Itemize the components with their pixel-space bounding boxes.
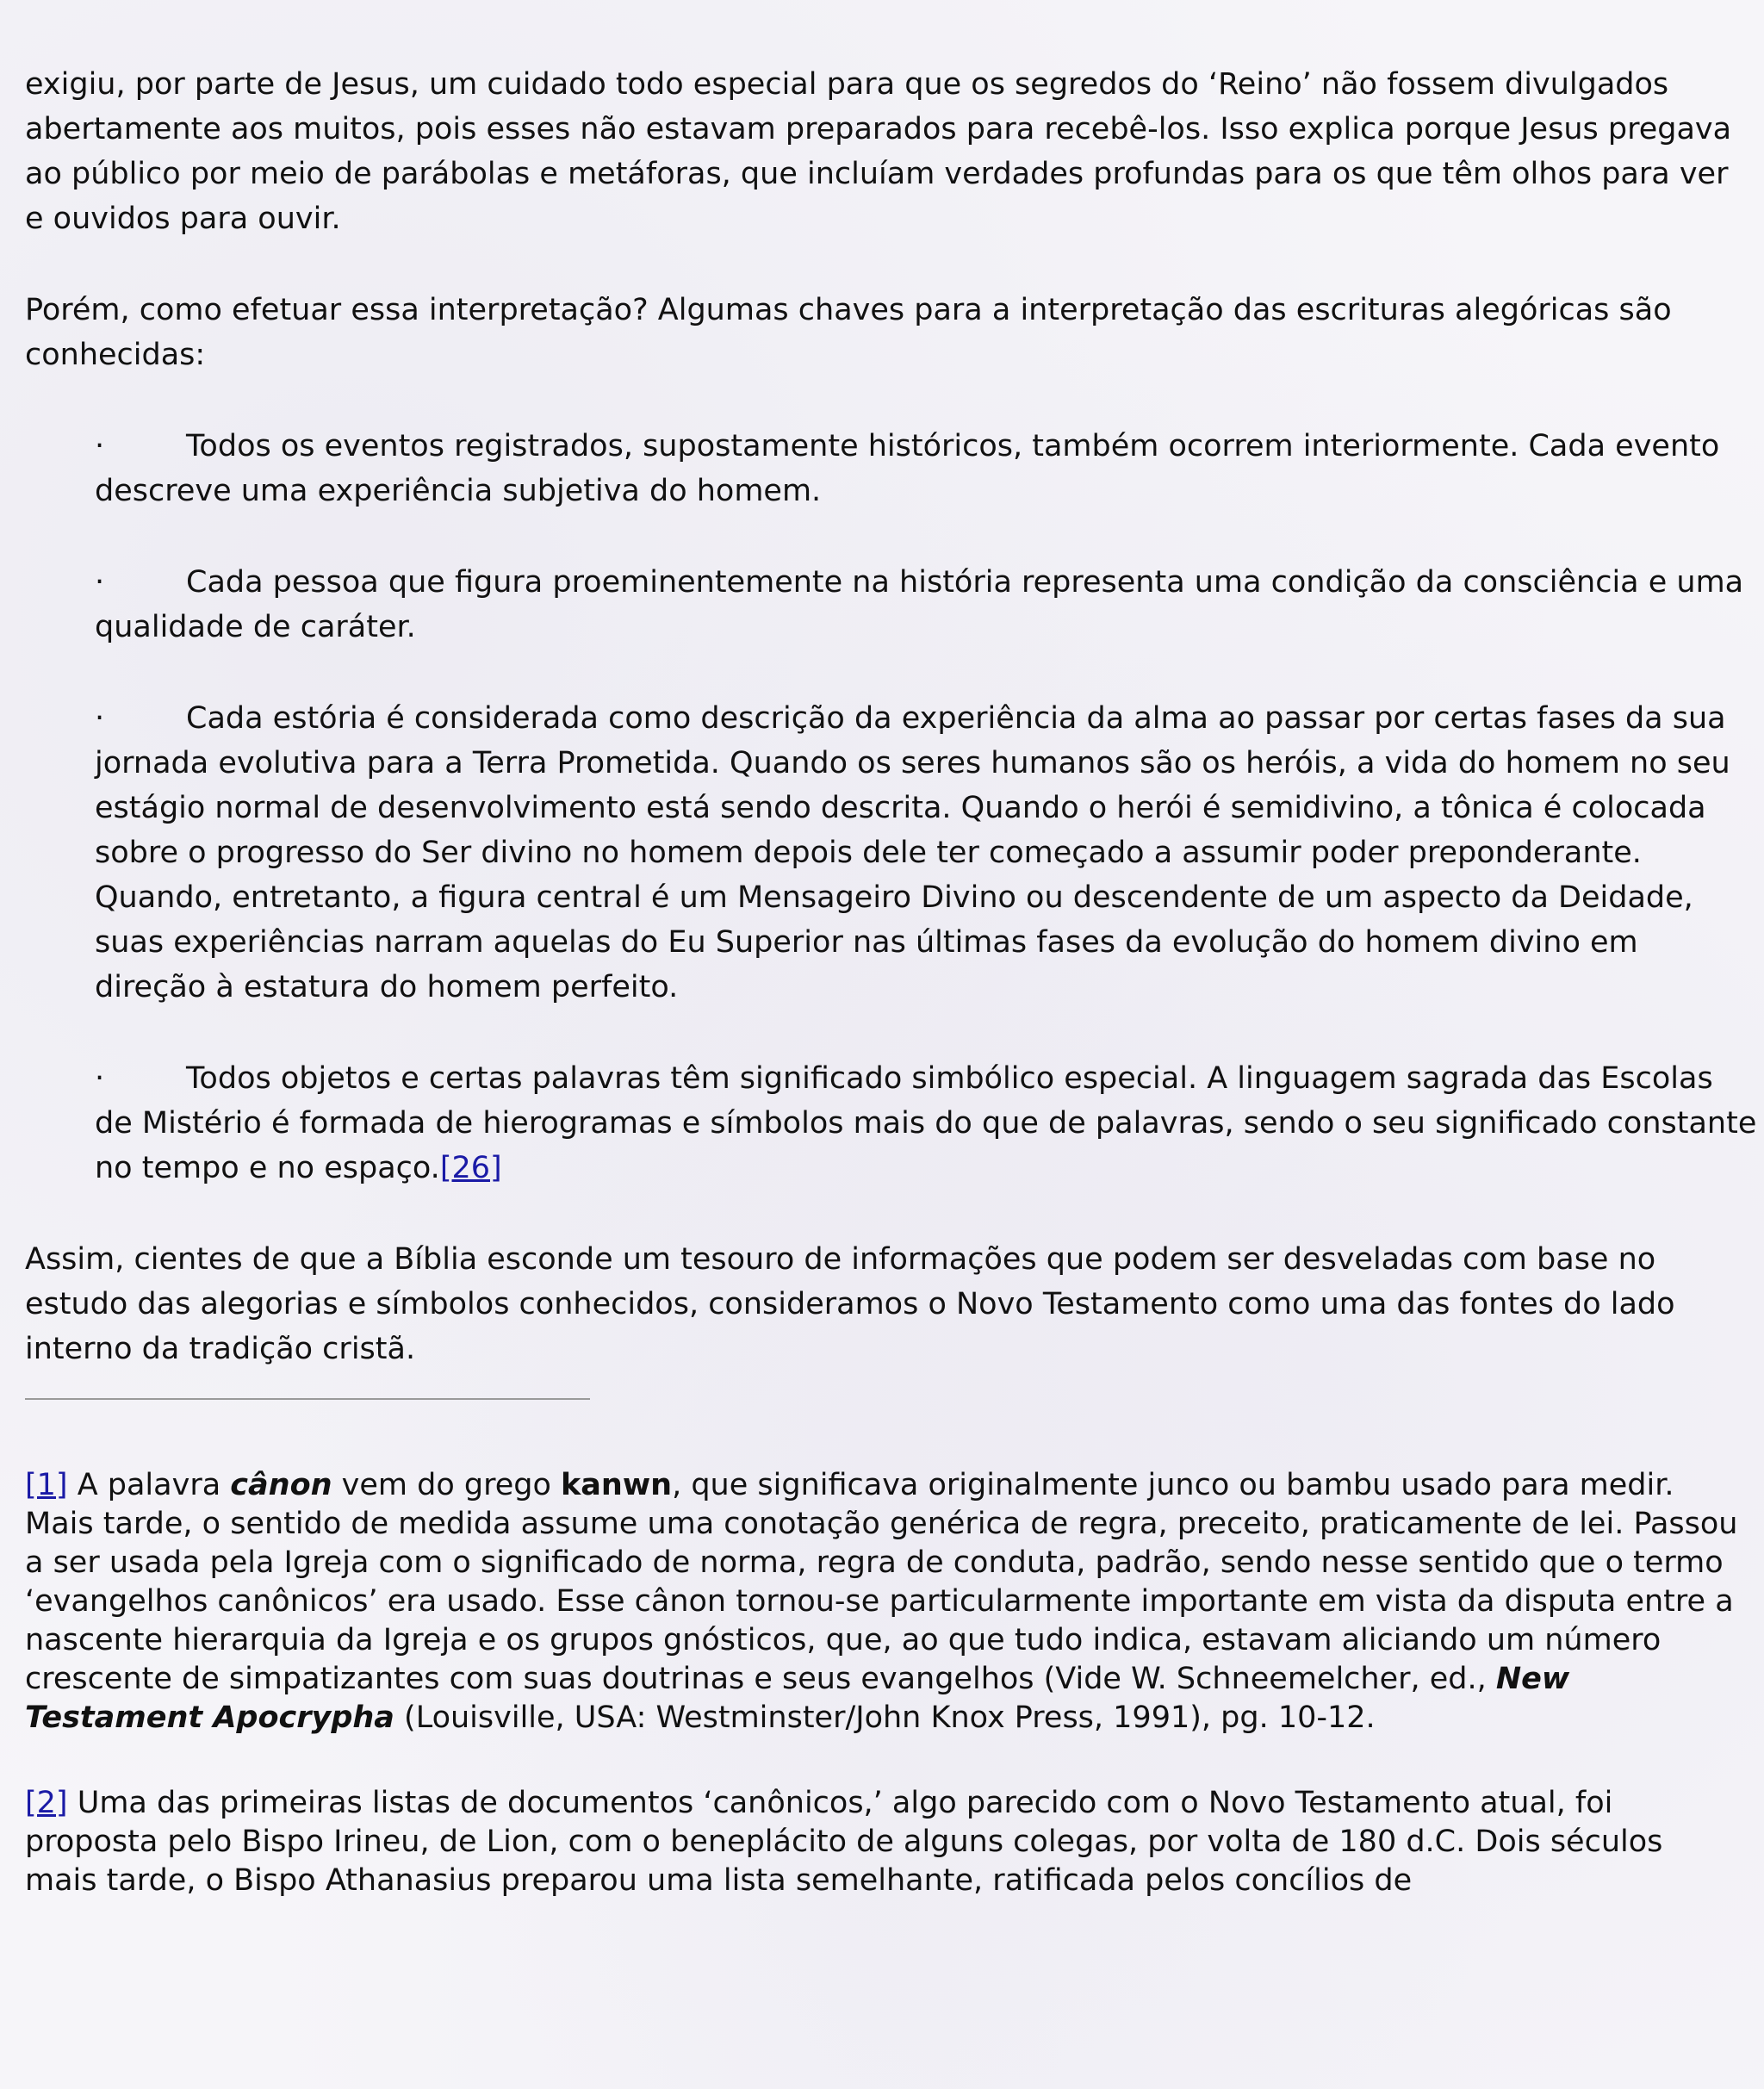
footnote-backlink-1[interactable]: [1] xyxy=(25,1468,68,1502)
bullet-text-4: Todos objetos e certas palavras têm significado simbólico especial. A linguagem sagrada das Escolas de Mistério é formada de hierogramas e símbolos mais do que de palavras, sendo o seu significado constante no tempo e no espaço. xyxy=(95,1061,1757,1185)
paragraph-question: Porém, como efetuar essa interpretação? Algumas chaves para a interpretação das escrituras alegóricas são conhecidas: xyxy=(25,293,1672,372)
footnote-1-book-title: New Testament Apocrypha xyxy=(25,1662,1570,1735)
footnote-1-text-a: A palavra xyxy=(67,1468,231,1502)
bullet-icon: · xyxy=(95,429,105,463)
footnote-2 xyxy=(25,1784,1738,1900)
bullet-text-1: Todos os eventos registrados, supostamente históricos, também ocorrem interiormente. Cada evento descreve uma experiência subjetiva do homem. xyxy=(95,429,1720,508)
bullet-icon: · xyxy=(95,701,105,736)
bullet-item-4 xyxy=(95,1056,1757,1191)
footnote-1-text-c: , que significava originalmente junco ou bambu usado para medir. Mais tarde, o sentido de medida assume uma conotação genérica de regra, preceito, praticamente de lei. Passou a ser usada pela Igreja com o significado de norma, regra de conduta, padrão, sendo nesse sentido que o termo ‘evangelhos canônicos’ era usado. Esse cânon tornou-se particularmente importante em vista da disputa entre a nascente hierarquia da Igreja e os grupos gnósticos, que, ao que tudo indica, estavam aliciando um número crescente de simpatizantes com suas doutrinas e seus evangelhos (Vide W. Schneemelcher, ed., xyxy=(25,1468,1738,1696)
footnote-2-text: Uma das primeiras listas de documentos ‘canônicos,’ algo parecido com o Novo Testamento atual, foi proposta pelo Bispo Irineu, de Lion, com o beneplácito de alguns colegas, por volta de 180 d.C. Dois séculos mais tarde, o Bispo Athanasius preparou uma lista semelhante, ratificada pelos concílios de xyxy=(25,1786,1663,1898)
paragraph-conclusion: Assim, cientes de que a Bíblia esconde um tesouro de informações que podem ser desveladas com base no estudo das alegorias e símbolos conhecidos, consideramos o Novo Testamento como uma das fontes do lado interno da tradição cristã. xyxy=(25,1242,1675,1366)
bullet-icon: · xyxy=(95,1061,105,1096)
bullet-item-3 xyxy=(95,696,1757,1010)
footnote-1-term-kanwn: kanwn xyxy=(561,1468,673,1502)
footnote-backlink-2[interactable]: [2] xyxy=(25,1786,68,1820)
footnote-link-26[interactable]: [26] xyxy=(439,1151,502,1185)
footnote-1-text-b: vem do grego xyxy=(332,1468,562,1502)
footnote-divider xyxy=(25,1398,590,1400)
bullet-icon: · xyxy=(95,565,105,600)
bullet-text-2: Cada pessoa que figura proeminentemente na história representa uma condição da consciência e uma qualidade de caráter. xyxy=(95,565,1744,644)
bullet-item-2 xyxy=(95,560,1757,650)
footnote-1-term-canon: cânon xyxy=(230,1468,332,1502)
bullet-text-3: Cada estória é considerada como descrição da experiência da alma ao passar por certas fases da sua jornada evolutiva para a Terra Prometida. Quando os seres humanos são os heróis, a vida do homem no seu estágio normal de desenvolvimento está sendo descrita. Quando o herói é semidivino, a tônica é colocada sobre o progresso do Ser divino no homem depois dele ter começado a assumir poder preponderante. Quando, entretanto, a figura central é um Mensageiro Divino ou descendente de um aspecto da Deidade, suas experiências narram aquelas do Eu Superior nas últimas fases da evolução do homem divino em direção à estatura do homem perfeito. xyxy=(95,701,1730,1004)
paragraph-intro: exigiu, por parte de Jesus, um cuidado todo especial para que os segredos do ‘Reino’ não fossem divulgados abertamente aos muitos, pois esses não estavam preparados para recebê-los. Isso explica porque Jesus pregava ao público por meio de parábolas e metáforas, que incluíam verdades profundas para os que têm olhos para ver e ouvidos para ouvir. xyxy=(25,67,1732,236)
footnote-1 xyxy=(25,1466,1738,1738)
footnote-1-text-d: (Louisville, USA: Westminster/John Knox Press, 1991), pg. 10-12. xyxy=(394,1700,1376,1735)
bullet-item-1 xyxy=(95,424,1757,513)
